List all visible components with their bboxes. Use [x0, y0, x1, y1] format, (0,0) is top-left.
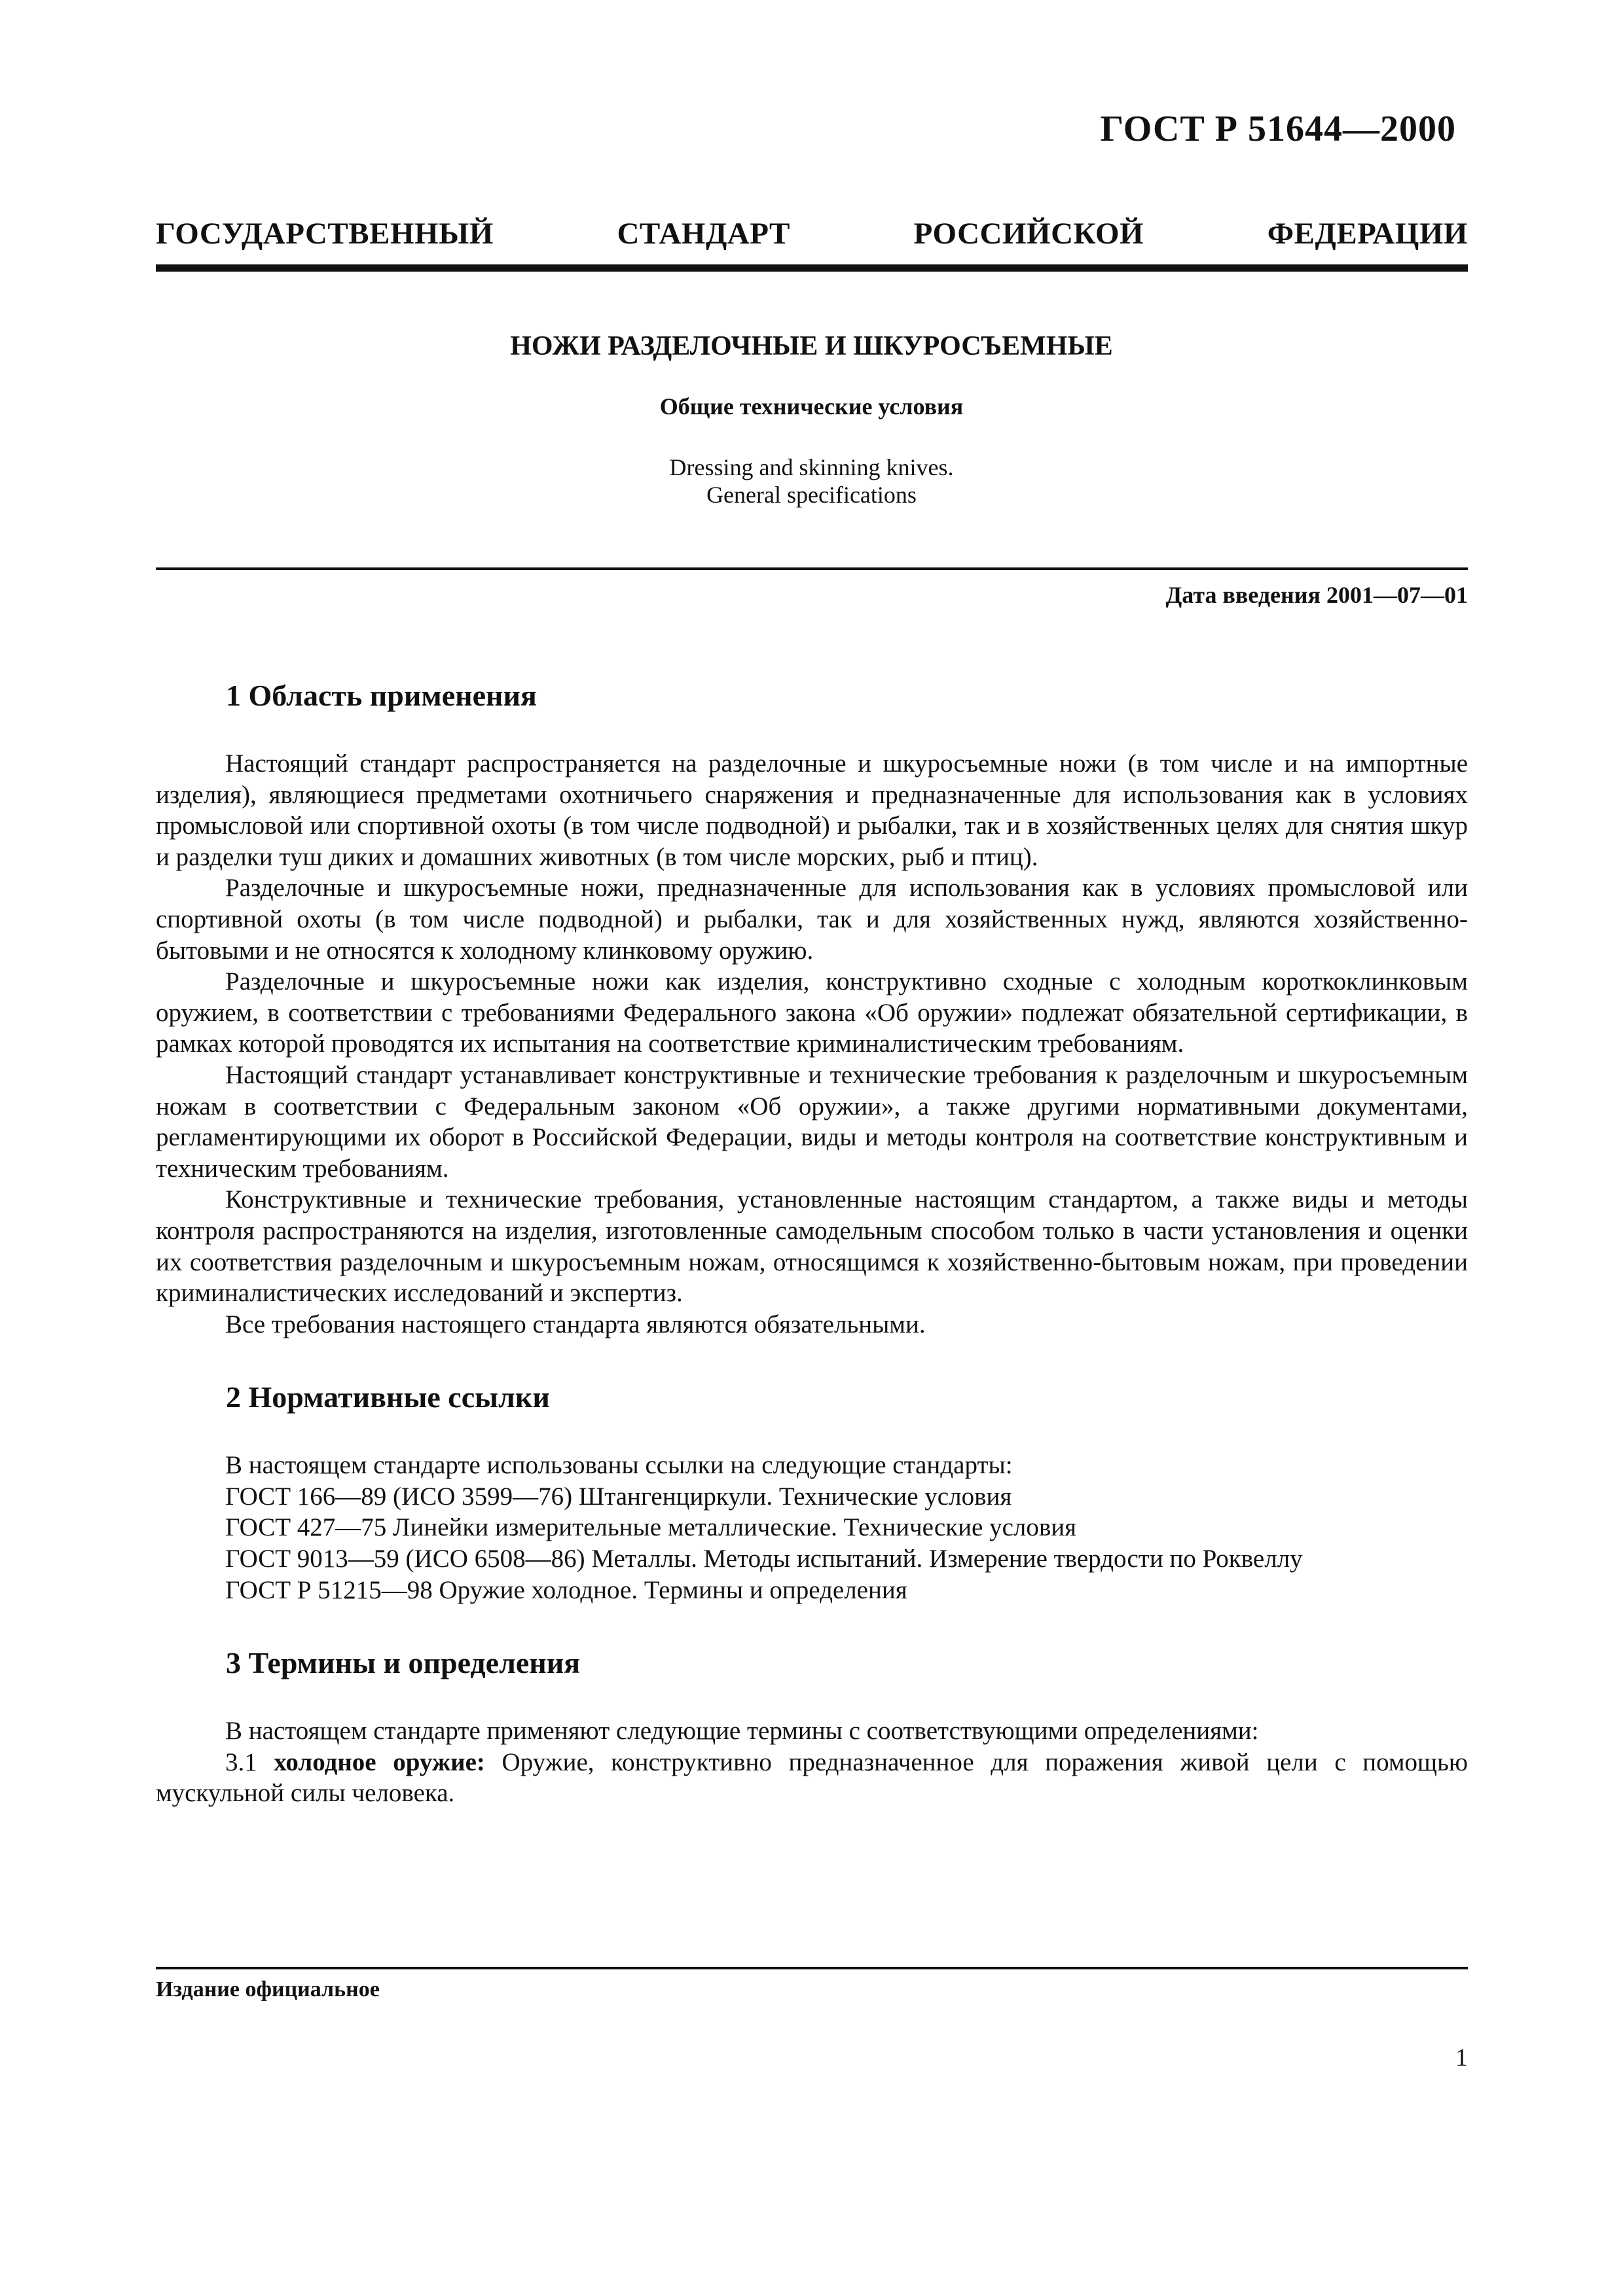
- header-rule: [156, 264, 1468, 272]
- official-edition-label: Издание официальное: [156, 1977, 380, 2001]
- section-1-paragraph: Разделочные и шкуросъемные ножи, предназначенные для использования как в условиях промысловой или спортивной охоты (в том числе подводной) и рыбалки, так и для хозяйственных нужд, являются хозяйственно-бытовыми и не относятся к холодному клинковому оружию.: [156, 874, 1468, 965]
- document-number: ГОСТ Р 51644—2000: [1100, 109, 1456, 149]
- section-2-intro: В настоящем стандарте использованы ссылки на следующие стандарты:: [225, 1451, 1013, 1480]
- section-1-paragraph: Конструктивные и технические требования, установленные настоящим стандартом, а также виды и методы контроля распространяются на изделия, изготовленные самодельным способом только в части установления и оценки их соответствия разделочным и шкуросъемным ножам, относящимся к хозяйственно-бытовым ножам, при проведении криминалистических исследований и экспертиз.: [156, 1185, 1468, 1308]
- reference-item: ГОСТ Р 51215—98 Оружие холодное. Термины и определения: [225, 1575, 907, 1604]
- footer-rule: [156, 1967, 1468, 1969]
- english-title-line-2: General specifications: [706, 482, 917, 508]
- definition-term: холодное оружие:: [274, 1748, 485, 1776]
- section-1-paragraph: Настоящий стандарт распространяется на разделочные и шкуросъемные ножи (в том числе и на импортные изделия), являющиеся предметами охотничьего снаряжения и предназначенные для использования как в условиях промысловой или спортивной охоты (в том числе подводной) и рыбалки, так и в хозяйственных целях для снятия шкур и разделки туш диких и домашних животных (в том числе морских, рыб и птиц).: [156, 749, 1468, 871]
- section-3-intro: В настоящем стандарте применяют следующие термины с соответствующими определениями:: [225, 1717, 1259, 1746]
- page-number: 1: [1455, 2044, 1468, 2072]
- reference-item: ГОСТ 9013—59 (ИСО 6508—86) Металлы. Методы испытаний. Измерение твердости по Роквеллу: [225, 1545, 1303, 1573]
- english-title-line-1: Dressing and skinning knives.: [669, 454, 954, 480]
- section-1-paragraph: Настоящий стандарт устанавливает конструктивные и технические требования к разделочным и шкуросъемным ножам в соответствии с Федеральным законом «Об оружии», а также другими нормативными документами, регламентирующими их оборот в Российской Федерации, виды и методы контроля на соответствие конструктивным и техническим требованиям.: [156, 1060, 1468, 1183]
- document-title: НОЖИ РАЗДЕЛОЧНЫЕ И ШКУРОСЪЕМНЫЕ: [510, 331, 1113, 361]
- title-rule: [156, 567, 1468, 570]
- definition-text: Оружие, конструктивно предназначенное для поражения живой цели с помощью мускульной силы человека.: [156, 1748, 1468, 1808]
- section-2-heading: 2 Нормативные ссылки: [226, 1380, 550, 1414]
- definition-number: 3.1: [225, 1748, 257, 1776]
- section-1-paragraph: Все требования настоящего стандарта являются обязательными.: [225, 1310, 926, 1338]
- section-1-heading: 1 Область применения: [226, 679, 537, 712]
- introduction-date: Дата введения 2001—07—01: [1165, 582, 1468, 608]
- document-subtitle: Общие технические условия: [659, 393, 964, 420]
- reference-item: ГОСТ 166—89 (ИСО 3599—76) Штангенциркули. Технические условия: [225, 1482, 1012, 1511]
- section-3-heading: 3 Термины и определения: [226, 1646, 581, 1680]
- definition-3-1: [156, 1747, 1468, 1809]
- english-title: [0, 454, 1623, 509]
- section-1-paragraph: Разделочные и шкуросъемные ножи как изделия, конструктивно сходные с холодным короткоклинковым оружием, в соответствии с требованиями Федерального закона «Об оружии» подлежат обязательной сертификации, в рамках которой проводятся их испытания на соответствие криминалистическим требованиям.: [156, 967, 1468, 1058]
- document-body: [156, 677, 1468, 1809]
- reference-item: ГОСТ 427—75 Линейки измерительные металлические. Технические условия: [225, 1513, 1077, 1542]
- state-standard-banner: ГОСУДАРСТВЕННЫЙ СТАНДАРТ РОССИЙСКОЙ ФЕДЕРАЦИИ: [156, 217, 1468, 251]
